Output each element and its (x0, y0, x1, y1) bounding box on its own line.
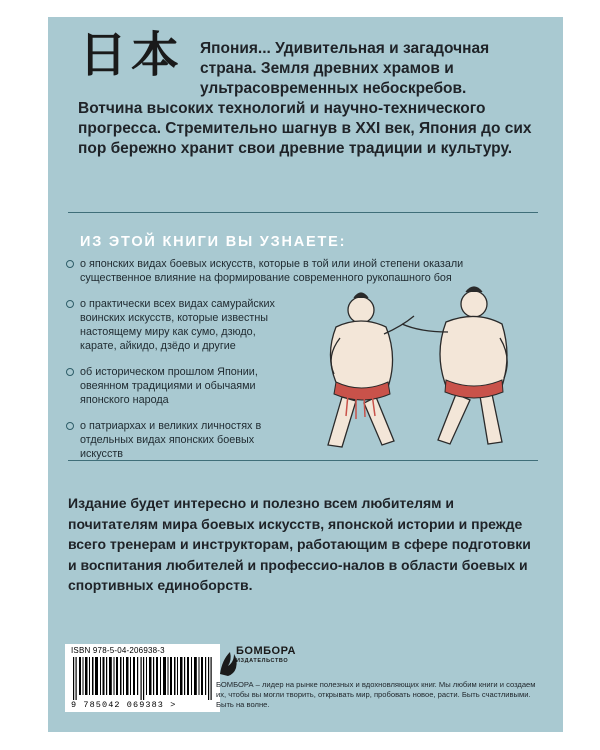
learn-item: об историческом прошлом Японии, овеянном традициями и обычаями японского народа (66, 365, 295, 407)
barcode (71, 657, 214, 700)
back-cover (48, 17, 563, 732)
isbn-label: ISBN 978-5-04-206938-3 (71, 646, 165, 655)
sumo-wrestlers-illustration (306, 282, 536, 462)
intro-paragraph-continuation: Вотчина высоких технологий и научно-технического прогресса. Стремительно шагнув в XXI век, Япония до сих пор бережно хранит свои древние традиции и культуру. (78, 100, 532, 157)
right-wrestler (402, 287, 507, 444)
publisher-subtitle: ИЗДАТЕЛЬСТВО (236, 658, 289, 664)
learn-item: о патриархах и великих личностях в отдельных видах японских боевых искусств (66, 419, 295, 461)
learn-item: о практически всех видах самурайских воинских искусств, которые известны настоящему миру как сумо, дзюдо, карате, айкидо, дзёдо и другие (66, 297, 295, 353)
publisher-name: БОМБОРА (236, 645, 296, 657)
isbn-barcode-box (65, 644, 220, 712)
learn-item: о японских видах боевых искусств, которые в той или иной степени оказали существенное влияние на формирование современного рукопашного боя (66, 257, 526, 285)
barcode-digits: 9 785042 069383 > (71, 700, 177, 710)
learn-heading: ИЗ ЭТОЙ КНИГИ ВЫ УЗНАЕТЕ: (80, 234, 347, 250)
intro-paragraph-start: Япония... Удивительная и загадочная страна. Земля древних храмов и ультрасовременных небоскребов. (200, 40, 490, 97)
publisher-description: БОМБОРА – лидер на рынке полезных и вдохновляющих книг. Мы любим книги и создаем их, чтобы вы могли творить, открывать мир, пробовать новое, расти. Быть счастливыми. Быть на волне. (216, 680, 536, 709)
kanji-title: 日本 (79, 27, 184, 83)
audience-paragraph: Издание будет интересно и полезно всем любителям и почитателям мира боевых искусств, японской истории и прежде всего тренерам и инструкторам, работающим в сфере подготовки и воспитания любителей и профессио-налов в области боевых и спортивных единоборств. (68, 495, 531, 593)
left-wrestler (328, 293, 414, 447)
divider-bottom (68, 460, 538, 461)
divider-top (68, 212, 538, 213)
